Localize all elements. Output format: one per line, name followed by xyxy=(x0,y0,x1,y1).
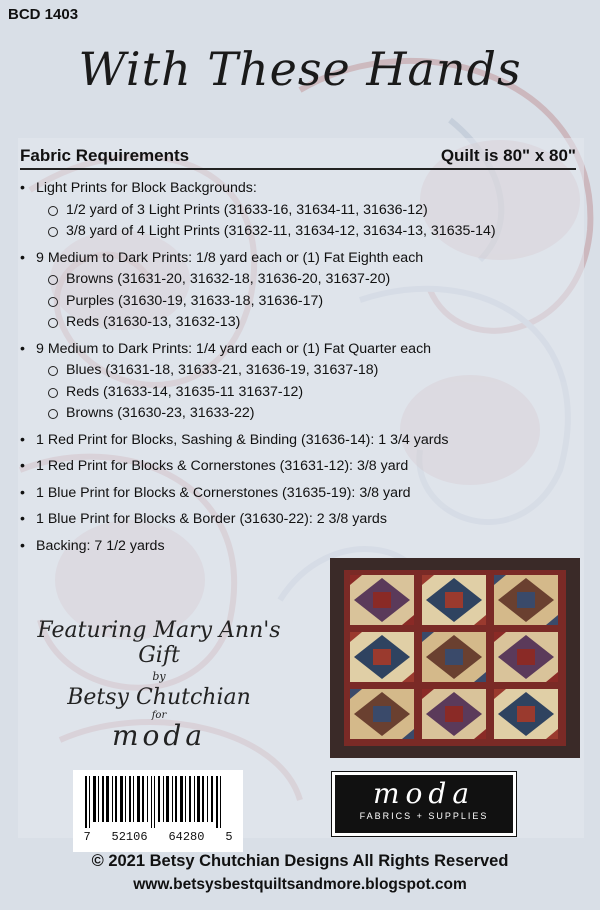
barcode-digit-group: 7 xyxy=(83,830,91,844)
requirement-text: • 1 Blue Print for Blocks & Cornerstones (31635-19): 3/8 yard xyxy=(36,484,411,501)
requirement-item xyxy=(20,509,580,531)
requirement-subitem: Reds (31633-14, 31635-11 31637-12) xyxy=(36,382,580,404)
featuring-by: by xyxy=(152,670,166,683)
requirements-heading: Fabric Requirements xyxy=(20,146,190,165)
featuring-block xyxy=(24,618,294,752)
requirement-text: • 9 Medium to Dark Prints: 1/8 yard each or (1) Fat Eighth each xyxy=(36,249,424,266)
quilt-block-center xyxy=(445,706,463,722)
requirement-item xyxy=(20,248,580,334)
quilt-block-center xyxy=(445,649,463,665)
quilt-block-center xyxy=(517,706,535,722)
moda-logo-wordmark: moda xyxy=(372,777,476,810)
requirement-text: • Backing: 7 1/2 yards xyxy=(36,537,165,554)
pattern-title: With These Hands xyxy=(78,42,522,96)
requirement-subitem: Purples (31630-19, 31633-18, 31636-17) xyxy=(36,291,580,313)
pattern-code: BCD 1403 xyxy=(8,6,79,23)
barcode-digit-group: 52106 xyxy=(111,830,148,844)
barcode-digits xyxy=(73,830,243,844)
requirement-item xyxy=(20,483,580,505)
moda-logo xyxy=(332,772,516,836)
quilt-block-center xyxy=(373,706,391,722)
requirement-subitem: 1/2 yard of 3 Light Prints (31633-16, 31634-11, 31636-12) xyxy=(36,200,580,222)
quilt-block-center xyxy=(373,649,391,665)
requirement-item xyxy=(20,456,580,478)
website-url[interactable]: www.betsysbestquiltsandmore.blogspot.com xyxy=(133,876,467,893)
requirement-item xyxy=(20,430,580,452)
featuring-for: for xyxy=(151,710,167,721)
barcode xyxy=(73,770,243,852)
quilt-block-center xyxy=(517,649,535,665)
requirements-header xyxy=(20,144,576,170)
requirement-item xyxy=(20,536,580,558)
moda-script: moda xyxy=(111,719,207,752)
moda-logo-tagline: FABRICS + SUPPLIES xyxy=(359,811,489,821)
barcode-digit-group: 5 xyxy=(225,830,233,844)
requirement-text: • 1 Blue Print for Blocks & Border (31630-22): 2 3/8 yards xyxy=(36,511,387,527)
requirement-text: • 9 Medium to Dark Prints: 1/4 yard each or (1) Fat Quarter each xyxy=(36,340,432,357)
requirement-subitem: 3/8 yard of 4 Light Prints (31632-11, 31634-12, 31634-13, 31635-14) xyxy=(36,221,580,243)
designer-name: Betsy Chutchian xyxy=(67,685,251,710)
requirement-subitem: Browns (31631-20, 31632-18, 31636-20, 31637-20) xyxy=(36,269,580,291)
quilt-block-center xyxy=(373,592,391,608)
requirement-text: • 1 Red Print for Blocks & Cornerstones (31631-12): 3/8 yard xyxy=(36,458,409,474)
requirement-text: • 1 Red Print for Blocks, Sashing & Binding (31636-14): 1 3/4 yards xyxy=(36,431,449,448)
copyright: © 2021 Betsy Chutchian Designs All Rights Reserved xyxy=(91,852,509,870)
requirement-subitem: Reds (31630-13, 31632-13) xyxy=(36,312,580,334)
requirement-item xyxy=(20,178,580,243)
featuring-line: Featuring Mary Ann's Gift xyxy=(37,618,281,668)
requirement-subitem: Blues (31631-18, 31633-21, 31636-19, 31637-18) xyxy=(36,360,580,382)
quilt-block-center xyxy=(445,592,463,608)
quilt-image xyxy=(330,558,580,758)
requirements-list xyxy=(20,178,580,562)
quilt-block-center xyxy=(517,592,535,608)
barcode-digit-group: 64280 xyxy=(168,830,205,844)
requirement-text: • Light Prints for Block Backgrounds: xyxy=(36,180,257,196)
requirement-item xyxy=(20,339,580,425)
quilt-size: Quilt is 80" x 80" xyxy=(440,146,576,165)
requirement-subitem: Browns (31630-23, 31633-22) xyxy=(36,403,580,425)
barcode-bars xyxy=(81,776,235,828)
